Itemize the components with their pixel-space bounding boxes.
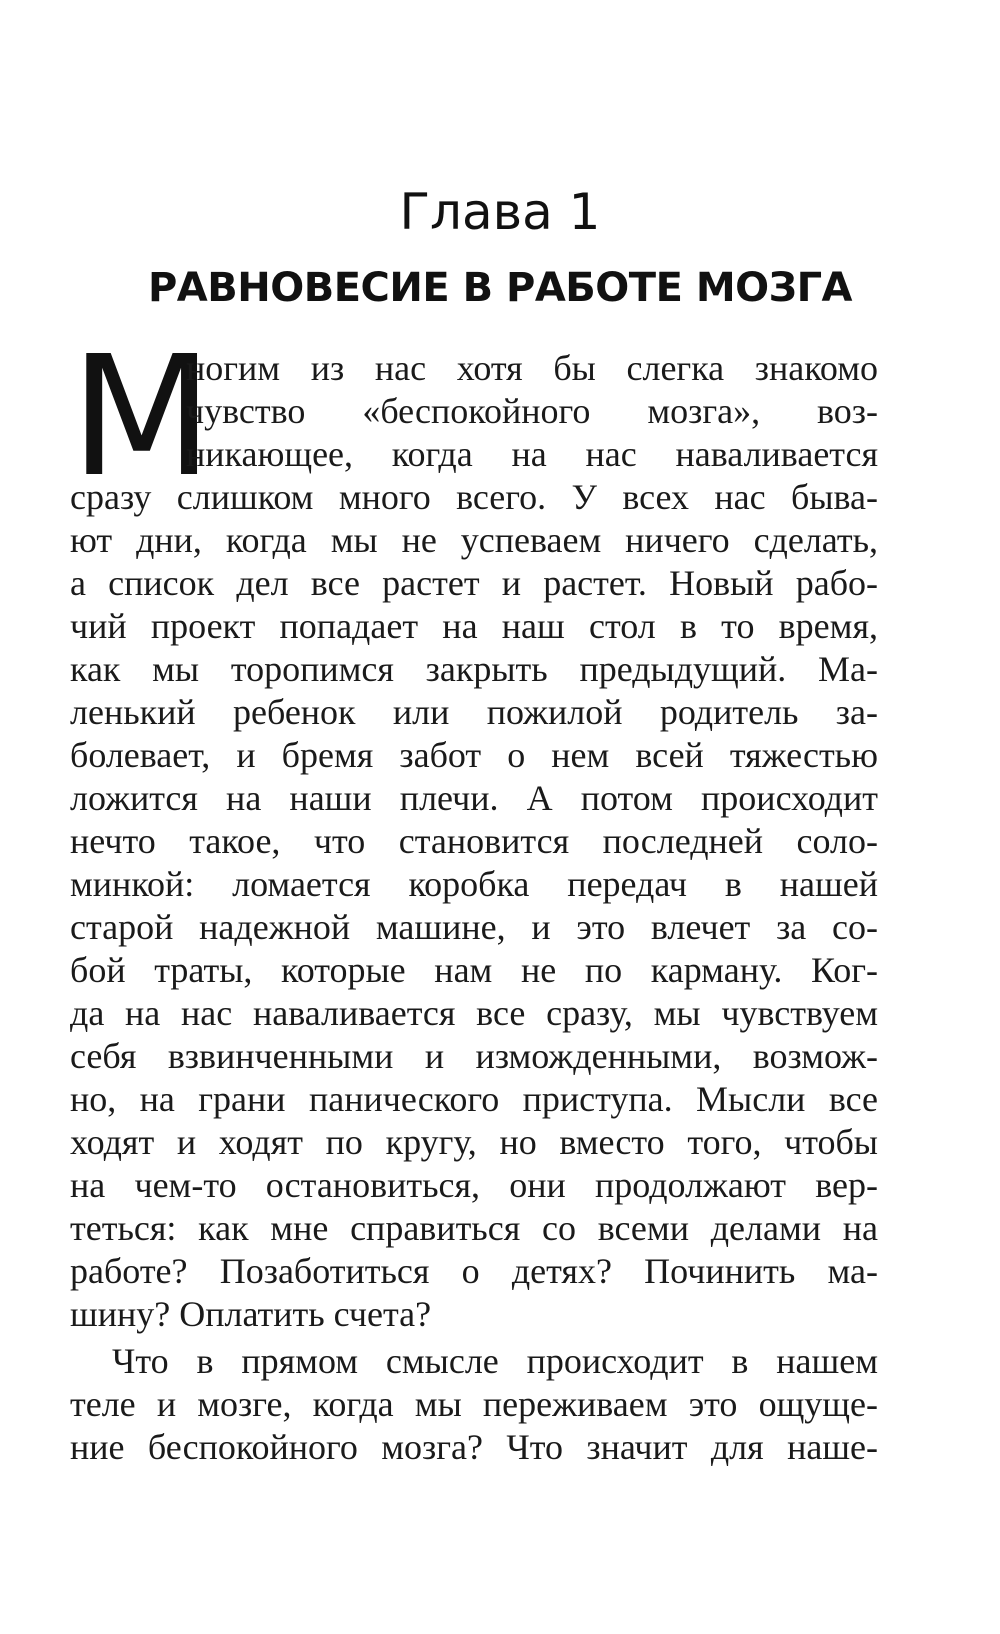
text-line: чувство «беспокойного мозга», воз- xyxy=(186,391,878,431)
text-line: работе? Позаботиться о детях? Починить ма- xyxy=(70,1251,878,1291)
text-line: но, на грани панического приступа. Мысли все xyxy=(70,1079,878,1119)
text-line: теться: как мне справиться со всеми делами на xyxy=(70,1208,878,1248)
text-line: да на нас наваливается все сразу, мы чувствуем xyxy=(70,993,878,1033)
text-line: сразу слишком много всего. У всех нас быва- xyxy=(70,477,878,517)
drop-cap: М xyxy=(70,321,214,514)
text-line: себя взвинченными и изможденными, возмож- xyxy=(70,1036,878,1076)
text-line: чий проект попадает на наш стол в то время, xyxy=(70,606,878,646)
text-line: никающее, когда на нас наваливается xyxy=(186,434,878,474)
chapter-title: РАВНОВЕСИЕ В РАБОТЕ МОЗГА xyxy=(147,265,853,311)
text-line: минкой: ломается коробка передач в нашей xyxy=(70,864,878,904)
text-line: ложится на наши плечи. А потом происходит xyxy=(70,778,878,818)
text-line: ют дни, когда мы не успеваем ничего сделать, xyxy=(70,520,878,560)
text-line: нечто такое, что становится последней соло- xyxy=(70,821,878,861)
text-line: болевает, и бремя забот о нем всей тяжестью xyxy=(70,735,878,775)
text-line: ние беспокойного мозга? Что значит для наше- xyxy=(70,1427,878,1467)
text-line: Что в прямом смысле происходит в нашем xyxy=(112,1341,878,1381)
text-line: ходят и ходят по кругу, но вместо того, чтобы xyxy=(70,1122,878,1162)
text-line: теле и мозге, когда мы переживаем это ощуще- xyxy=(70,1384,878,1424)
text-line: на чем-то остановиться, они продолжают вер- xyxy=(70,1165,878,1205)
chapter-label: Глава 1 xyxy=(399,183,601,241)
text-line: а список дел все растет и растет. Новый рабо- xyxy=(70,563,878,603)
text-line: шину? Оплатить счета? xyxy=(70,1294,432,1334)
text-line: бой траты, которые нам не по карману. Ког- xyxy=(70,950,878,990)
text-line: ленький ребенок или пожилой родитель за- xyxy=(70,692,878,732)
text-line: старой надежной машине, и это влечет за со- xyxy=(70,907,878,947)
text-line: ногим из нас хотя бы слегка знакомо xyxy=(186,348,878,388)
text-line: как мы торопимся закрыть предыдущий. Ма- xyxy=(70,649,878,689)
